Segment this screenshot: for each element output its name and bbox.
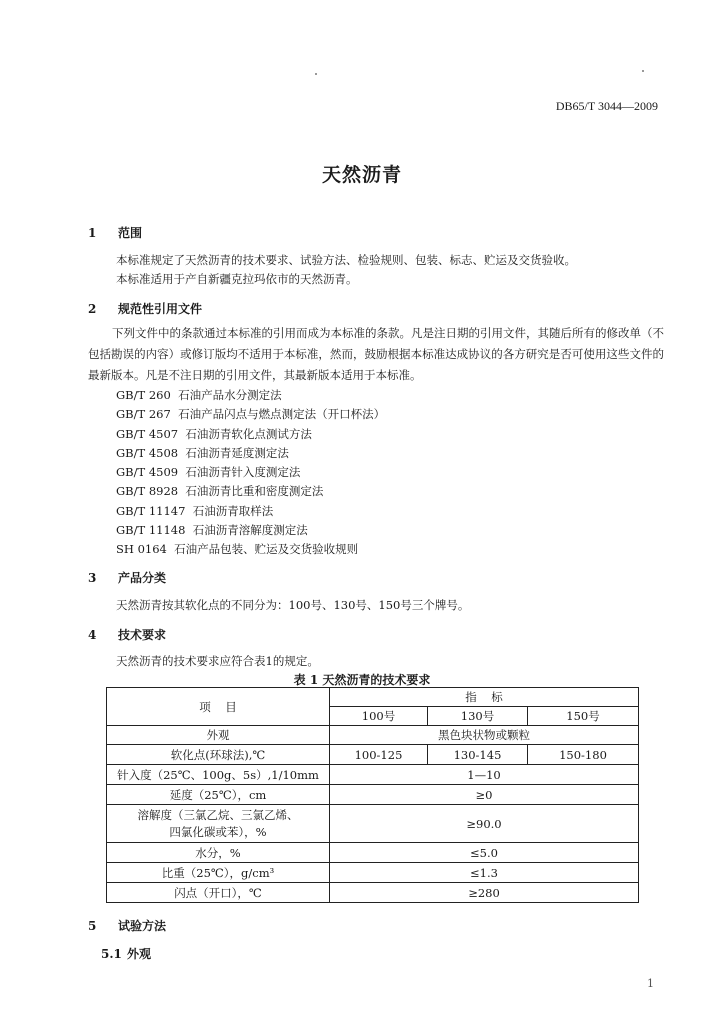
section-heading [88,626,166,643]
value-cell: 黑色块状物或颗粒 [330,726,639,745]
reference-code: GB/T 260 [116,388,171,402]
table-row [107,883,639,903]
reference-name: 石油沥青溶解度测定法 [192,523,308,538]
item-cell: 针入度（25℃、100g、5s）,1/10mm [107,765,330,785]
item-cell: 闪点（开口），℃ [107,883,330,903]
value-cell: 150-180 [528,745,639,765]
table-row [107,843,639,863]
reference-code: GB/T 11148 [116,523,186,538]
table-caption: 表 1 天然沥青的技术要求 [293,673,431,687]
section-heading [88,300,202,317]
section-number: 1 [88,226,97,240]
reference-item [116,425,385,444]
scan-speck [315,73,317,75]
table-row [107,745,639,765]
document-title: 天然沥青 [321,164,402,186]
table-row [107,805,639,843]
reference-name: 石油沥青软化点测试方法 [185,426,312,441]
reference-name: 石油沥青取样法 [192,503,274,518]
value-cell: 100-125 [330,745,428,765]
paragraph: 下列文件中的条款通过本标准的引用而成为本标准的条款。凡是注日期的引用文件，其随后所有的修改单（不包括勘误的内容）或修订版均不适用于本标准，然而，鼓励根据本标准达成协议的各方研究是否可使用这些文件的最新版本。凡是不注日期的引用文件，其最新版本适用于本标准。 [88,326,664,382]
section-heading [88,224,142,241]
reference-name: 石油产品包装、贮运及交货验收规则 [174,542,359,557]
reference-name: 石油沥青比重和密度测定法 [185,484,324,499]
reference-item [116,386,385,405]
reference-item [116,463,385,482]
subsection-heading [101,945,151,962]
reference-name: 石油产品水分测定法 [178,388,282,402]
paragraph: 本标准规定了天然沥青的技术要求、试验方法、检验规则、包装、标志、贮运及交货验收。 [116,253,576,267]
table-row [107,765,639,785]
section-number: 5 [88,919,97,933]
value-cell: ≥280 [330,883,639,903]
header-indicator-cell: 指 标 [330,688,639,707]
paragraph: 本标准适用于产自新疆克拉玛依市的天然沥青。 [116,272,358,286]
reference-name: 石油产品闪点与燃点测定法（开口杯法） [178,407,386,422]
scan-speck [642,70,644,72]
reference-item [116,444,385,463]
table-row [107,863,639,883]
reference-item [116,521,385,540]
item-line: 溶解度（三氯乙烷、三氯乙烯、 [137,807,299,822]
section-title: 外观 [127,947,152,961]
reference-code: SH 0164 [116,542,167,557]
section-title: 试验方法 [118,919,167,933]
value-cell: ≥90.0 [330,805,639,843]
value-cell: ≥0 [330,785,639,805]
reference-item [116,482,385,501]
section-number: 3 [88,571,97,585]
item-line: 四氯化碳或苯），% [169,824,267,839]
section-number: 2 [88,302,97,316]
section-title: 规范性引用文件 [118,302,203,316]
item-cell [107,805,330,843]
paragraph: 天然沥青的技术要求应符合表1的规定。 [116,654,319,668]
reference-name: 石油沥青延度测定法 [185,445,289,460]
reference-code: GB/T 4509 [116,465,179,480]
reference-code: GB/T 11147 [116,503,186,518]
reference-code: GB/T 8928 [116,484,179,499]
reference-code: GB/T 4507 [116,426,179,441]
item-cell: 外观 [107,726,330,745]
item-cell: 水分，% [107,843,330,863]
reference-item [116,540,385,559]
section-title: 范围 [118,226,143,240]
header-item-cell: 项 目 [107,688,330,726]
table-row [107,785,639,805]
item-cell: 软化点(环球法),℃ [107,745,330,765]
reference-code: GB/T 4508 [116,445,179,460]
reference-name: 石油沥青针入度测定法 [185,465,301,480]
item-cell: 延度（25℃），cm [107,785,330,805]
paragraph: 天然沥青按其软化点的不同分为：100号、130号、150号三个牌号。 [116,598,470,612]
spec-table [106,687,639,903]
section-number: 4 [88,628,97,642]
grade-header: 130号 [428,707,528,726]
value-cell: ≤5.0 [330,843,639,863]
value-cell: ≤1.3 [330,863,639,883]
value-cell: 130-145 [428,745,528,765]
grade-header: 150号 [528,707,639,726]
page-number: 1 [647,977,654,990]
item-cell: 比重（25℃），g/cm³ [107,863,330,883]
document-code: DB65/T 3044—2009 [555,99,658,113]
reference-item [116,405,385,424]
table-row [107,726,639,745]
section-title: 技术要求 [118,628,167,642]
grade-header: 100号 [330,707,428,726]
reference-list [116,386,385,560]
section-number: 5.1 [101,947,122,961]
section-title: 产品分类 [118,571,167,585]
section-heading [88,569,166,586]
section-heading [88,917,166,934]
reference-item [116,502,385,521]
reference-code: GB/T 267 [116,407,171,422]
value-cell: 1—10 [330,765,639,785]
